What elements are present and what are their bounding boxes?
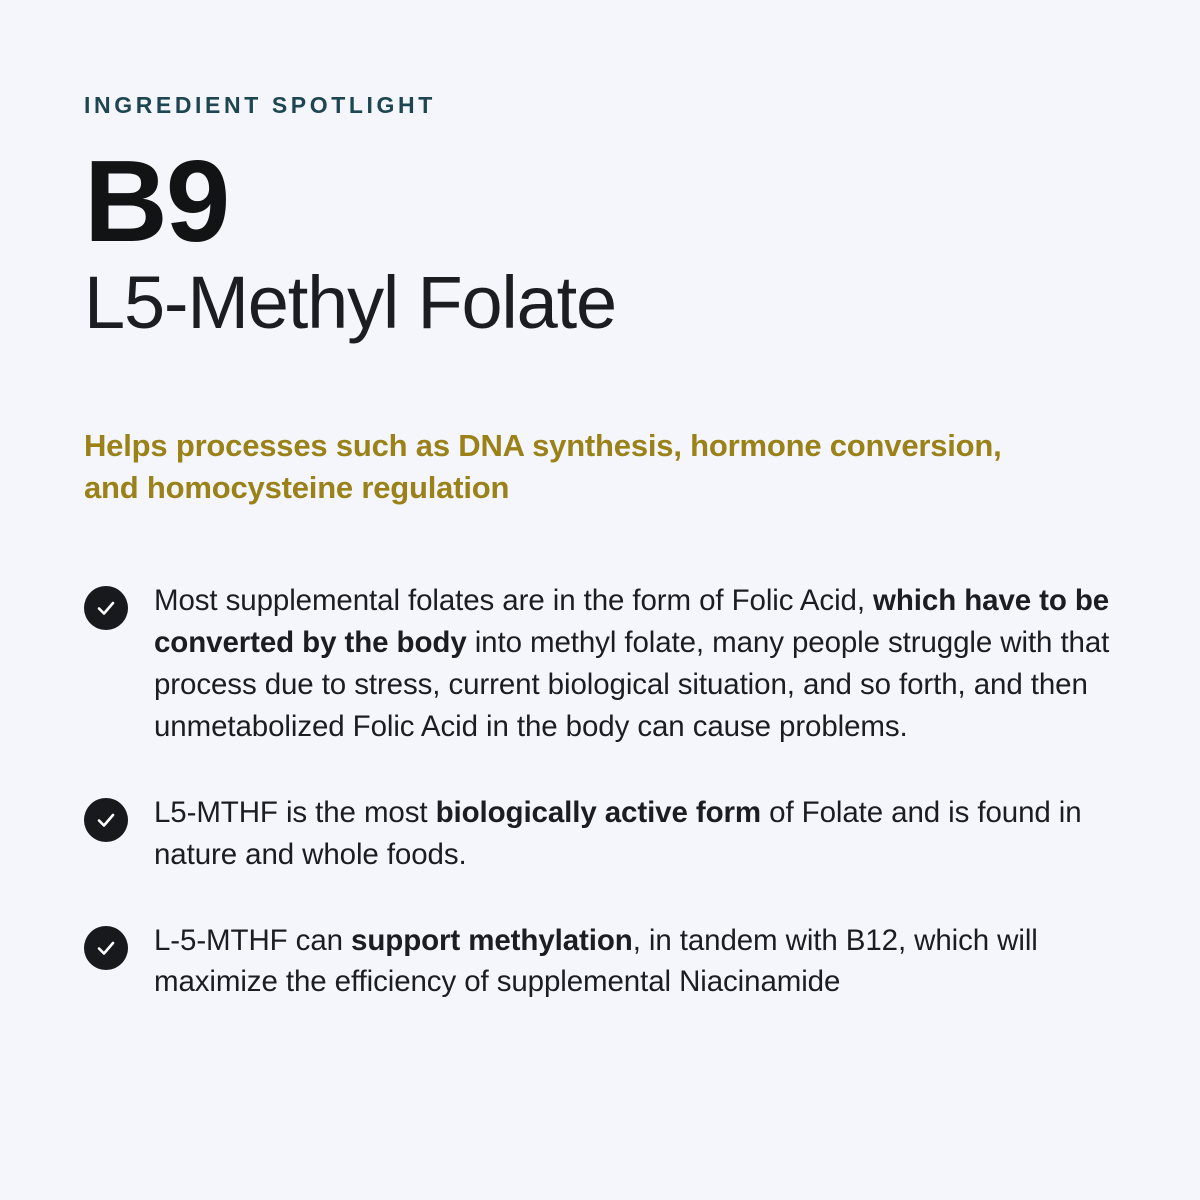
check-icon	[84, 798, 128, 842]
list-item-text: L-5-MTHF can support methylation, in tandem with B12, which will maximize the efficiency of supplemental Niacinamide	[154, 923, 1038, 999]
list-item	[84, 580, 1116, 748]
list-item-text: L5-MTHF is the most biologically active form of Folate and is found in nature and whole foods.	[154, 795, 1082, 871]
tagline: Helps processes such as DNA synthesis, hormone conversion, and homocysteine regulation	[84, 427, 1002, 505]
eyebrow-label: INGREDIENT SPOTLIGHT	[84, 92, 436, 118]
list-item	[84, 920, 1116, 1004]
list-item-text: Most supplemental folates are in the form of Folic Acid, which have to be converted by the body into methyl folate, many people struggle with that process due to stress, current biological situation, and so forth, and then unmetabolized Folic Acid in the body can cause problems.	[154, 584, 1110, 743]
check-icon	[84, 926, 128, 970]
page-title: B9	[84, 135, 229, 266]
benefit-list	[84, 580, 1116, 1003]
check-icon	[84, 586, 128, 630]
page-subtitle: L5-Methyl Folate	[84, 260, 616, 344]
list-item	[84, 792, 1116, 876]
title-block	[84, 135, 1116, 345]
